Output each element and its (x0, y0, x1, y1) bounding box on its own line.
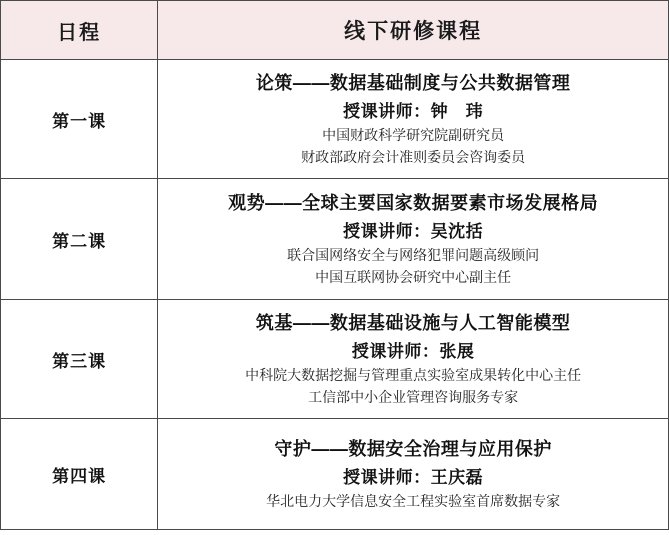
course-credential: 联合国网络安全与网络犯罪问题高级顾问 (287, 246, 540, 263)
course-teacher: 授课讲师：王庆磊 (343, 467, 484, 487)
table-header-row (1, 1, 669, 60)
day-cell: 第一课 (1, 60, 158, 179)
course-teacher: 授课讲师：张展 (351, 341, 475, 361)
table-row (1, 419, 669, 530)
course-teacher: 授课讲师：钟 玮 (343, 101, 484, 121)
course-credential: 华北电力大学信息安全工程实验室首席数据专家 (266, 492, 561, 509)
course-title: 论策——数据基础制度与公共数据管理 (255, 72, 571, 93)
course-cell (158, 419, 669, 530)
header-cell-day: 日程 (1, 1, 158, 60)
course-credential: 中国财政科学研究院副研究员 (322, 126, 505, 143)
course-cell (158, 179, 669, 300)
header-cell-course: 线下研修课程 (158, 1, 669, 60)
table-row (1, 300, 669, 419)
course-title: 观势——全球主要国家数据要素市场发展格局 (228, 192, 599, 213)
day-cell: 第三课 (1, 300, 158, 419)
course-title: 守护——数据安全治理与应用保护 (274, 438, 552, 459)
course-credential: 工信部中小企业管理咨询服务专家 (308, 388, 519, 405)
day-cell: 第四课 (1, 419, 158, 530)
course-teacher: 授课讲师：吴沈括 (343, 221, 484, 241)
table-header (1, 1, 669, 60)
course-cell (158, 300, 669, 419)
course-credential: 财政部政府会计准则委员会咨询委员 (301, 148, 526, 165)
day-cell: 第二课 (1, 179, 158, 300)
table-row (1, 60, 669, 179)
course-credential: 中国互联网协会研究中心副主任 (315, 268, 512, 285)
table-body (1, 60, 669, 530)
course-title: 筑基——数据基础设施与人工智能模型 (255, 312, 571, 333)
course-cell (158, 60, 669, 179)
course-credential: 中科院大数据挖掘与管理重点实验室成果转化中心主任 (245, 366, 582, 383)
table-row (1, 179, 669, 300)
